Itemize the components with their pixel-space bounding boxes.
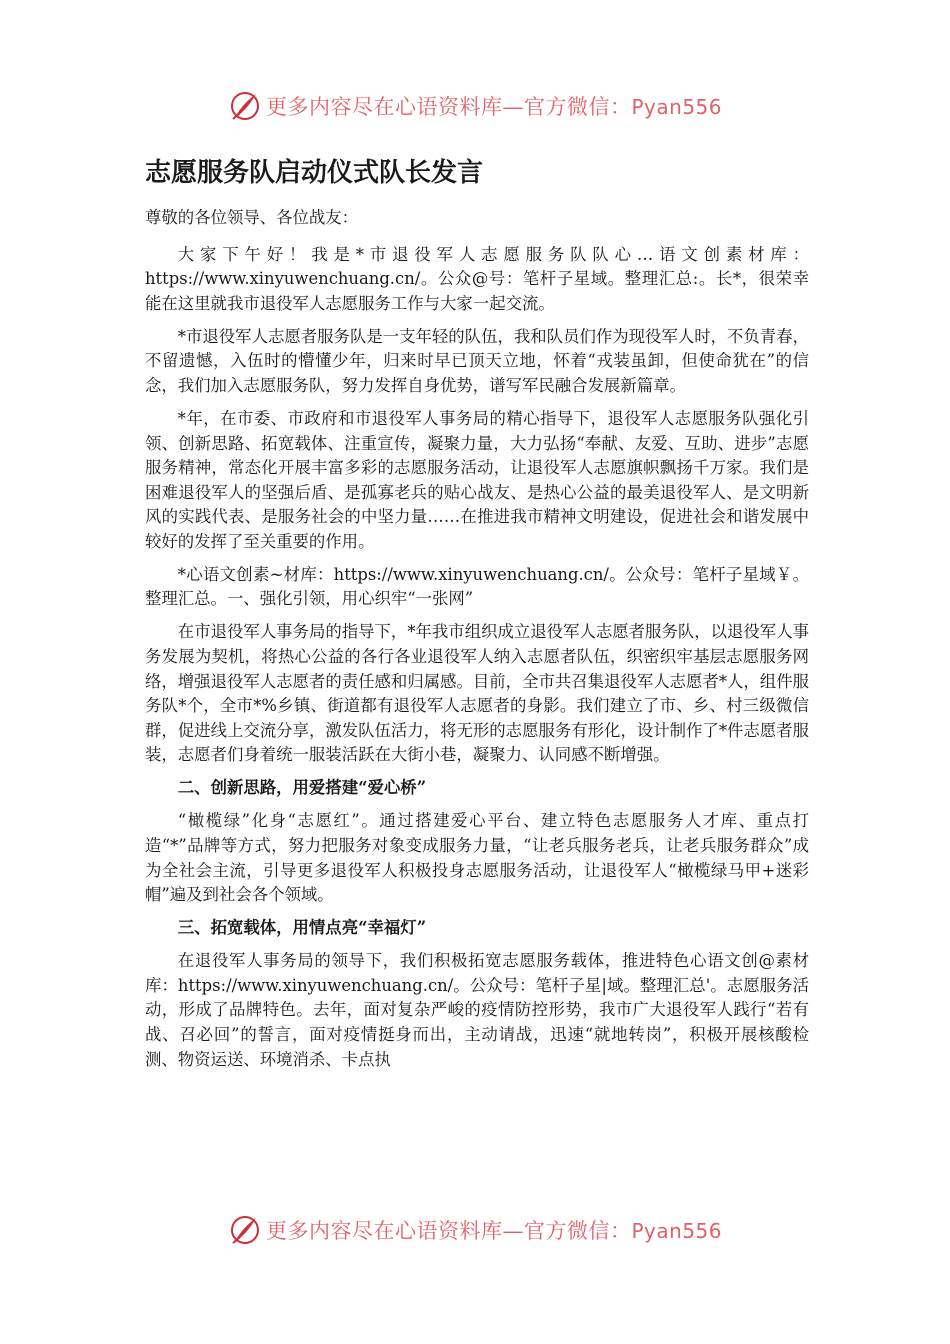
paragraph: *年，在市委、市政府和市退役军人事务局的精心指导下，退役军人志愿服务队强化引领、创新思路、拓宽载体、注重宣传，凝聚力量，大力弘扬“奉献、友爱、互助、进步”志愿服务精神，常态化开展丰富多彩的志愿服务活动，让退役军人志愿旗帜飘扬千万家。我们是困难退役军人的坚强后盾、是孤寡老兵的贴心战友、是热心公益的最美退役军人、是文明新风的实践代表、是服务社会的中坚力量……在推进我市精神文明建设，促进社会和谐发展中较好的发挥了至关重要的作用。: [145, 408, 809, 551]
paragraph: “橄榄绿”化身“志愿红”。通过搭建爱心平台、建立特色志愿服务人才库、重点打造“*”品牌等方式，努力把服务对象变成服务力量，“让老兵服务老兵，让老兵服务群众”成为全社会主流，引导更多退役军人积极投身志愿服务活动，让退役军人“橄榄绿马甲+迷彩帽”遍及到社会各个领域。: [145, 811, 809, 905]
banner-wechat-label: 官方微信：: [523, 1219, 632, 1243]
document-body: [145, 206, 809, 1081]
footer-banner: [0, 1210, 950, 1250]
greeting: 尊敬的各位领导、各位战友：: [145, 208, 359, 227]
banner-wechat-id: Pyan556: [631, 1219, 722, 1243]
section-heading: 二、创新思路，用爱搭建“爱心桥”: [177, 778, 427, 798]
page-title: 志愿服务队启动仪式队长发言: [145, 158, 484, 188]
quill-logo-icon: [228, 1213, 262, 1247]
paragraph: 在退役军人事务局的领导下，我们积极拓宽志愿服务载体，推进特色心语文创@素材库：https://www.xinyuwenchuang.cn/。公众号：笔杆子星|域。整理汇总'。志愿服务活动，形成了品牌特色。去年，面对复杂严峻的疫情防控形势，我市广大退役军人践行“若有战、召必回”的誓言，面对疫情挺身而出，主动请战，迅速“就地转岗”，积极开展核酸检测、物资运送、环境消杀、卡点执: [145, 951, 809, 1069]
banner-text: 更多内容尽在心语资料库: [265, 1219, 503, 1243]
paragraph: *心语文创素~材库：https://www.xinyuwenchuang.cn/。公众号：笔杆子星域￥。整理汇总。一、强化引领，用心织牢“一张网”: [145, 564, 809, 609]
section-heading: 三、拓宽载体，用情点亮“幸福灯”: [177, 918, 427, 938]
paragraph: 在市退役军人事务局的指导下，*年我市组织成立退役军人志愿者服务队，以退役军人事务发展为契机，将热心公益的各行各业退役军人纳入志愿者队伍，织密织牢基层志愿服务网络，增强退役军人志愿者的责任感和归属感。目前，全市共召集退役军人志愿者*人，组件服务队*个，全市*%乡镇、街道都有退役军人志愿者的身影。我们建立了市、乡、村三级微信群，促进线上交流分享，激发队伍活力，将无形的志愿服务有形化，设计制作了*件志愿者服装，志愿者们身着统一服装活跃在大街小巷，凝聚力、认同感不断增强。: [145, 622, 809, 765]
header-banner: [0, 86, 950, 126]
banner-wechat-id: Pyan556: [631, 95, 722, 119]
banner-separator: —: [502, 95, 524, 119]
paragraph: 大家下午好！我是*市退役军人志愿服务队队心…语文创素材库：https://www.xinyuwenchuang.cn/。公众@号：笔杆子星域。整理汇总:。长*，很荣幸能在这里就我市退役军人志愿服务工作与大家一起交流。: [145, 244, 809, 313]
paragraph: *市退役军人志愿者服务队是一支年轻的队伍，我和队员们作为现役军人时，不负青春，不留遗憾，入伍时的懵懂少年，归来时早已顶天立地，怀着“戎装虽卸，但使命犹在”的信念，我们加入志愿服务队，努力发挥自身优势，谱写军民融合发展新篇章。: [145, 326, 809, 395]
quill-logo-icon: [228, 89, 262, 123]
banner-separator: —: [502, 1219, 524, 1243]
banner-wechat-label: 官方微信：: [523, 95, 632, 119]
banner-text: 更多内容尽在心语资料库: [265, 95, 503, 119]
